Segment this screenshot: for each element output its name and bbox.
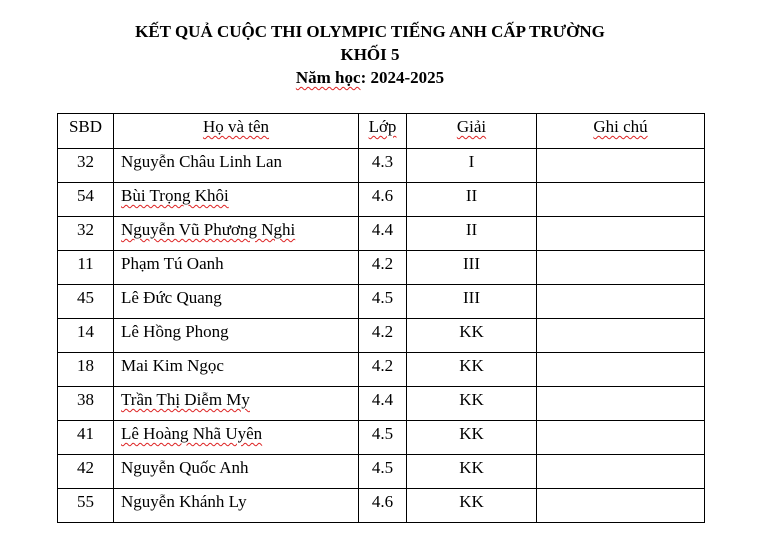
cell-name: Trần Thị Diễm My — [114, 387, 359, 421]
cell-name: Lê Hồng Phong — [114, 319, 359, 353]
document-title: KẾT QUẢ CUỘC THI OLYMPIC TIẾNG ANH CẤP TRƯỜNG — [135, 22, 605, 41]
cell-sbd: 11 — [58, 251, 114, 285]
cell-sbd: 14 — [58, 319, 114, 353]
cell-note — [537, 489, 705, 523]
cell-sbd: 18 — [58, 353, 114, 387]
cell-sbd: 32 — [58, 149, 114, 183]
table-row — [58, 489, 705, 523]
cell-note — [537, 421, 705, 455]
cell-sbd: 42 — [58, 455, 114, 489]
cell-note — [537, 183, 705, 217]
cell-note — [537, 217, 705, 251]
table-row — [58, 455, 705, 489]
cell-class: 4.6 — [359, 489, 407, 523]
table-row — [58, 319, 705, 353]
school-year — [0, 68, 740, 88]
cell-class: 4.6 — [359, 183, 407, 217]
cell-note — [537, 319, 705, 353]
column-header-prize: Giải — [407, 114, 537, 149]
cell-name: Nguyễn Châu Linh Lan — [114, 149, 359, 183]
table-row — [58, 183, 705, 217]
cell-prize: KK — [407, 455, 537, 489]
cell-name: Lê Hoàng Nhã Uyên — [114, 421, 359, 455]
cell-prize: II — [407, 217, 537, 251]
table-row — [58, 353, 705, 387]
cell-prize: KK — [407, 421, 537, 455]
cell-sbd: 32 — [58, 217, 114, 251]
cell-name: Mai Kim Ngọc — [114, 353, 359, 387]
cell-note — [537, 387, 705, 421]
cell-class: 4.5 — [359, 285, 407, 319]
table-row — [58, 149, 705, 183]
table-row — [58, 285, 705, 319]
cell-name: Bùi Trọng Khôi — [114, 183, 359, 217]
table-row — [58, 217, 705, 251]
cell-note — [537, 251, 705, 285]
cell-prize: KK — [407, 319, 537, 353]
column-header-sbd: SBD — [58, 114, 114, 149]
cell-class: 4.2 — [359, 319, 407, 353]
cell-name: Nguyễn Vũ Phương Nghi — [114, 217, 359, 251]
cell-prize: KK — [407, 353, 537, 387]
school-year-value: : 2024-2025 — [360, 68, 445, 87]
cell-note — [537, 353, 705, 387]
cell-class: 4.4 — [359, 387, 407, 421]
grade-heading: KHỐI 5 — [340, 45, 400, 64]
cell-name: Lê Đức Quang — [114, 285, 359, 319]
cell-name: Nguyễn Quốc Anh — [114, 455, 359, 489]
column-header-class: Lớp — [359, 114, 407, 149]
cell-class: 4.2 — [359, 353, 407, 387]
cell-prize: I — [407, 149, 537, 183]
results-table — [57, 113, 705, 523]
cell-note — [537, 285, 705, 319]
cell-prize: II — [407, 183, 537, 217]
cell-prize: KK — [407, 387, 537, 421]
cell-note — [537, 149, 705, 183]
cell-note — [537, 455, 705, 489]
column-header-note: Ghi chú — [537, 114, 705, 149]
cell-name: Phạm Tú Oanh — [114, 251, 359, 285]
table-header-row — [58, 114, 705, 149]
cell-prize: III — [407, 251, 537, 285]
cell-class: 4.4 — [359, 217, 407, 251]
cell-name: Nguyễn Khánh Ly — [114, 489, 359, 523]
cell-prize: KK — [407, 489, 537, 523]
table-row — [58, 251, 705, 285]
cell-sbd: 55 — [58, 489, 114, 523]
cell-class: 4.3 — [359, 149, 407, 183]
cell-sbd: 45 — [58, 285, 114, 319]
cell-prize: III — [407, 285, 537, 319]
cell-class: 4.5 — [359, 455, 407, 489]
cell-class: 4.2 — [359, 251, 407, 285]
cell-sbd: 54 — [58, 183, 114, 217]
cell-class: 4.5 — [359, 421, 407, 455]
cell-sbd: 38 — [58, 387, 114, 421]
table-row — [58, 421, 705, 455]
cell-sbd: 41 — [58, 421, 114, 455]
table-row — [58, 387, 705, 421]
column-header-name: Họ và tên — [114, 114, 359, 149]
school-year-label: Năm học — [295, 68, 361, 87]
